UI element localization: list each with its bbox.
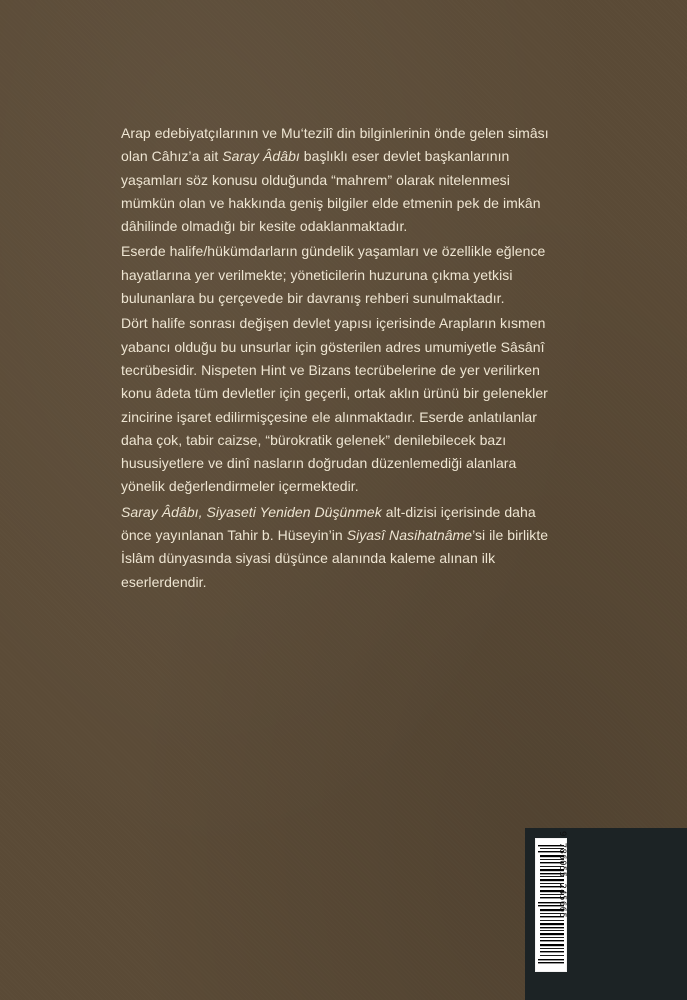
blurb-p4-text-a: alt-dizisi içerisinde daha önce yayınlanan Tahir b. Hüseyin’in (121, 503, 536, 544)
blurb-text (121, 122, 561, 602)
blurb-p1-text-a: Arap edebiyatçılarının ve Mu‘tezilî din bilginlerinin önde gelen simâsı olan Câhız’a ait (121, 125, 549, 165)
blurb-p4-text-b: ’si ile birlikte İslâm dünyasında siyasi düşünce alanında kaleme alınan ilk eserlerdendir. (121, 527, 549, 590)
blurb-p1-text-b: başlıklı eser devlet başkanlarının yaşamları söz konusu olduğunda “mahrem” olarak nitelenmesi mümkün olan ve hakkında geniş bilgiler elde etmenin pek de imkân dâhilinde olmadığı bir kesite odaklanmaktadır. (121, 148, 541, 235)
blurb-paragraph-3: Dört halife sonrası değişen devlet yapısı içerisinde Arapların kısmen yabancı olduğu bu unsurlar için gösterilen adres umumiyetle Sâsânî tecrübesidir. Nispeten Hint ve Bizans tecrübelerine de yer verilirken konu âdeta tüm devletler için geçerli, ortak aklın ürünü bir gelenekler zincirine işaret edilirmişçesine ele alınmaktadır. Eserde anlatılanlar daha çok, tabir caizse, “bürokratik gelenek” denilebilecek bazı hususiyetlere ve dinî nasların doğrudan düzenlemediği alanlara yönelik değerlendirmeler içermektedir. (121, 315, 548, 495)
blurb-p1-book-title: Saray Âdâbı (222, 148, 300, 165)
blurb-p4-series-title: Saray Âdâbı, Siyaseti Yeniden Düşünmek (121, 503, 382, 520)
isbn-number: 9 786055 245665 (557, 831, 567, 919)
blurb-p4-book-title: Siyasî Nasihatnâme (346, 527, 473, 544)
blurb-paragraph-4 (121, 501, 561, 594)
blurb-paragraph-1 (121, 122, 561, 238)
blurb-paragraph-2: Eserde halife/hükümdarların gündelik yaşamları ve özellikle eğlence hayatlarına yer verilmekte; yöneticilerin huzuruna çıkma yetkisi bulunanlara bu çerçevede bir davranış rehberi sunulmaktadır. (121, 243, 546, 307)
barcode-panel (525, 828, 687, 1000)
